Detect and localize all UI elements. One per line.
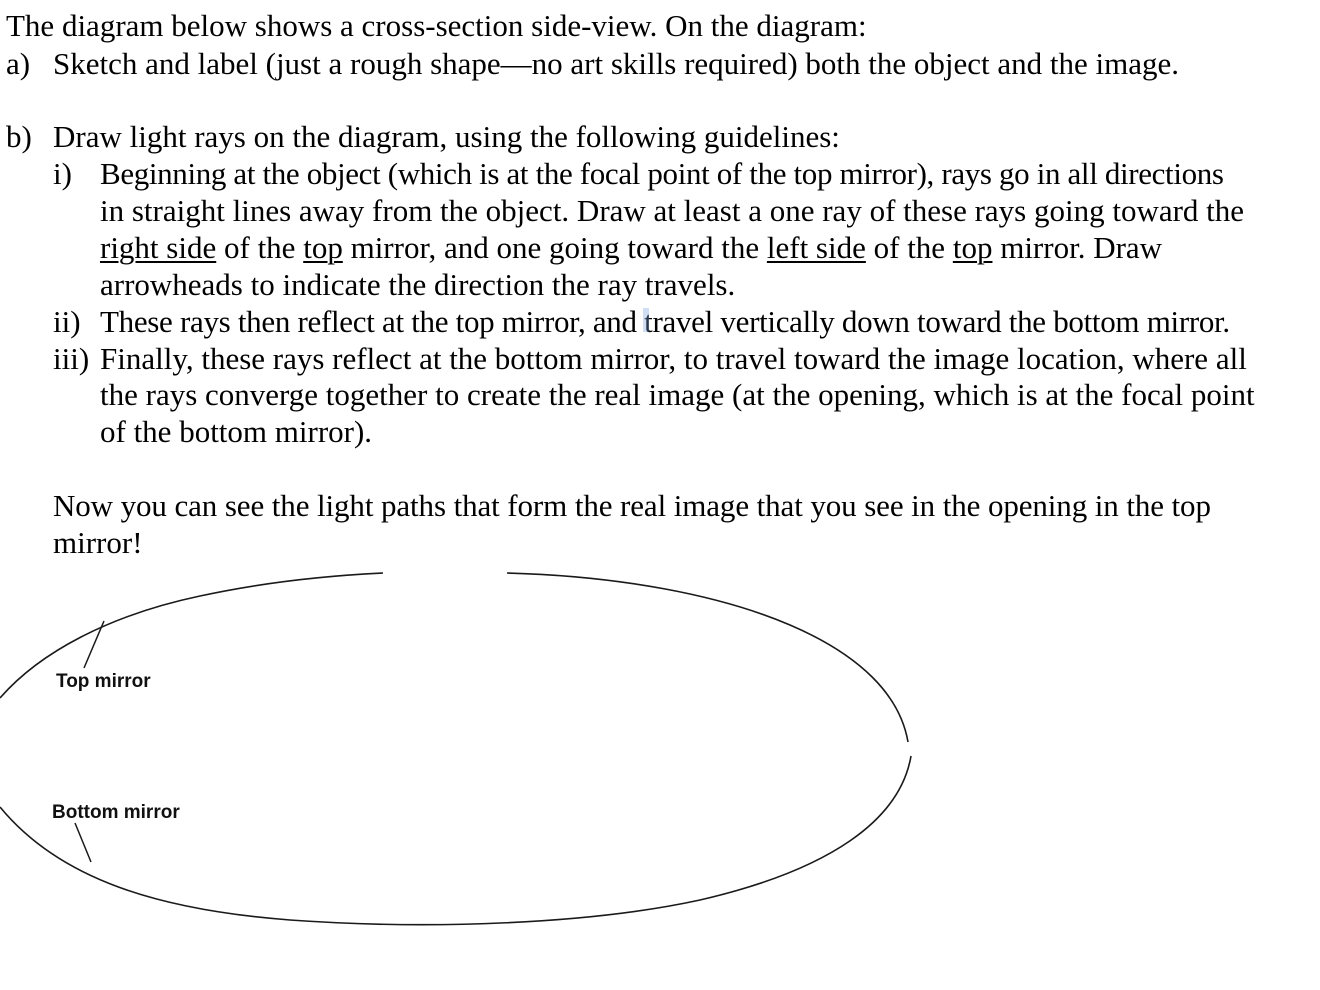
part-a-marker: a) [6, 46, 31, 81]
item-ii-marker: ii) [53, 304, 81, 339]
item-i-marker: i) [53, 156, 72, 191]
part-b-text: Draw light rays on the diagram, using the following guidelines: [53, 119, 840, 154]
mirror-cross-section-diagram [0, 560, 1320, 980]
underline-top-1: top [303, 230, 343, 265]
part-b-marker: b) [6, 119, 32, 154]
bottom-mirror-label: Bottom mirror [52, 802, 180, 823]
item-i-line-4: arrowheads to indicate the direction the ray travels. [100, 267, 736, 302]
item-i-line-2: in straight lines away from the object. Draw at least a one ray of these rays going toward the [100, 193, 1245, 228]
underline-left-side: left side [766, 230, 866, 265]
item-iii-line-3: of the bottom mirror). [100, 414, 373, 449]
item-iii-line-1: Finally, these rays reflect at the bottom mirror, to travel toward the image location, where all [100, 341, 1247, 376]
item-iii-marker: iii) [53, 341, 90, 376]
item-ii-text: These rays then reflect at the top mirror, and travel vertically down toward the bottom mirror. [100, 304, 1230, 339]
item-i-line-3: right side of the top mirror, and one going toward the left side of the top mirror. Draw [100, 230, 1163, 265]
intro-line: The diagram below shows a cross-section side-view. On the diagram: [6, 8, 867, 43]
top-mirror-label: Top mirror [56, 671, 151, 692]
item-i-line-1: Beginning at the object (which is at the focal point of the top mirror), rays go in all directions [100, 156, 1224, 191]
underline-right-side: right side [100, 230, 217, 265]
item-iii-line-2: the rays converge together to create the real image (at the opening, which is at the focal point [100, 377, 1255, 412]
part-a-text: Sketch and label (just a rough shape—no art skills required) both the object and the image. [53, 46, 1180, 81]
closing-line-2: mirror! [53, 525, 143, 560]
bottom-mirror-arc [0, 756, 911, 925]
bottom-mirror-leader-line [75, 823, 91, 862]
top-mirror-right-arc [507, 573, 908, 742]
closing-line-1: Now you can see the light paths that form the real image that you see in the opening in the top [53, 488, 1211, 523]
text-cursor: t [644, 304, 653, 339]
top-mirror-leader-line [84, 621, 104, 668]
underline-top-2: top [952, 230, 993, 265]
